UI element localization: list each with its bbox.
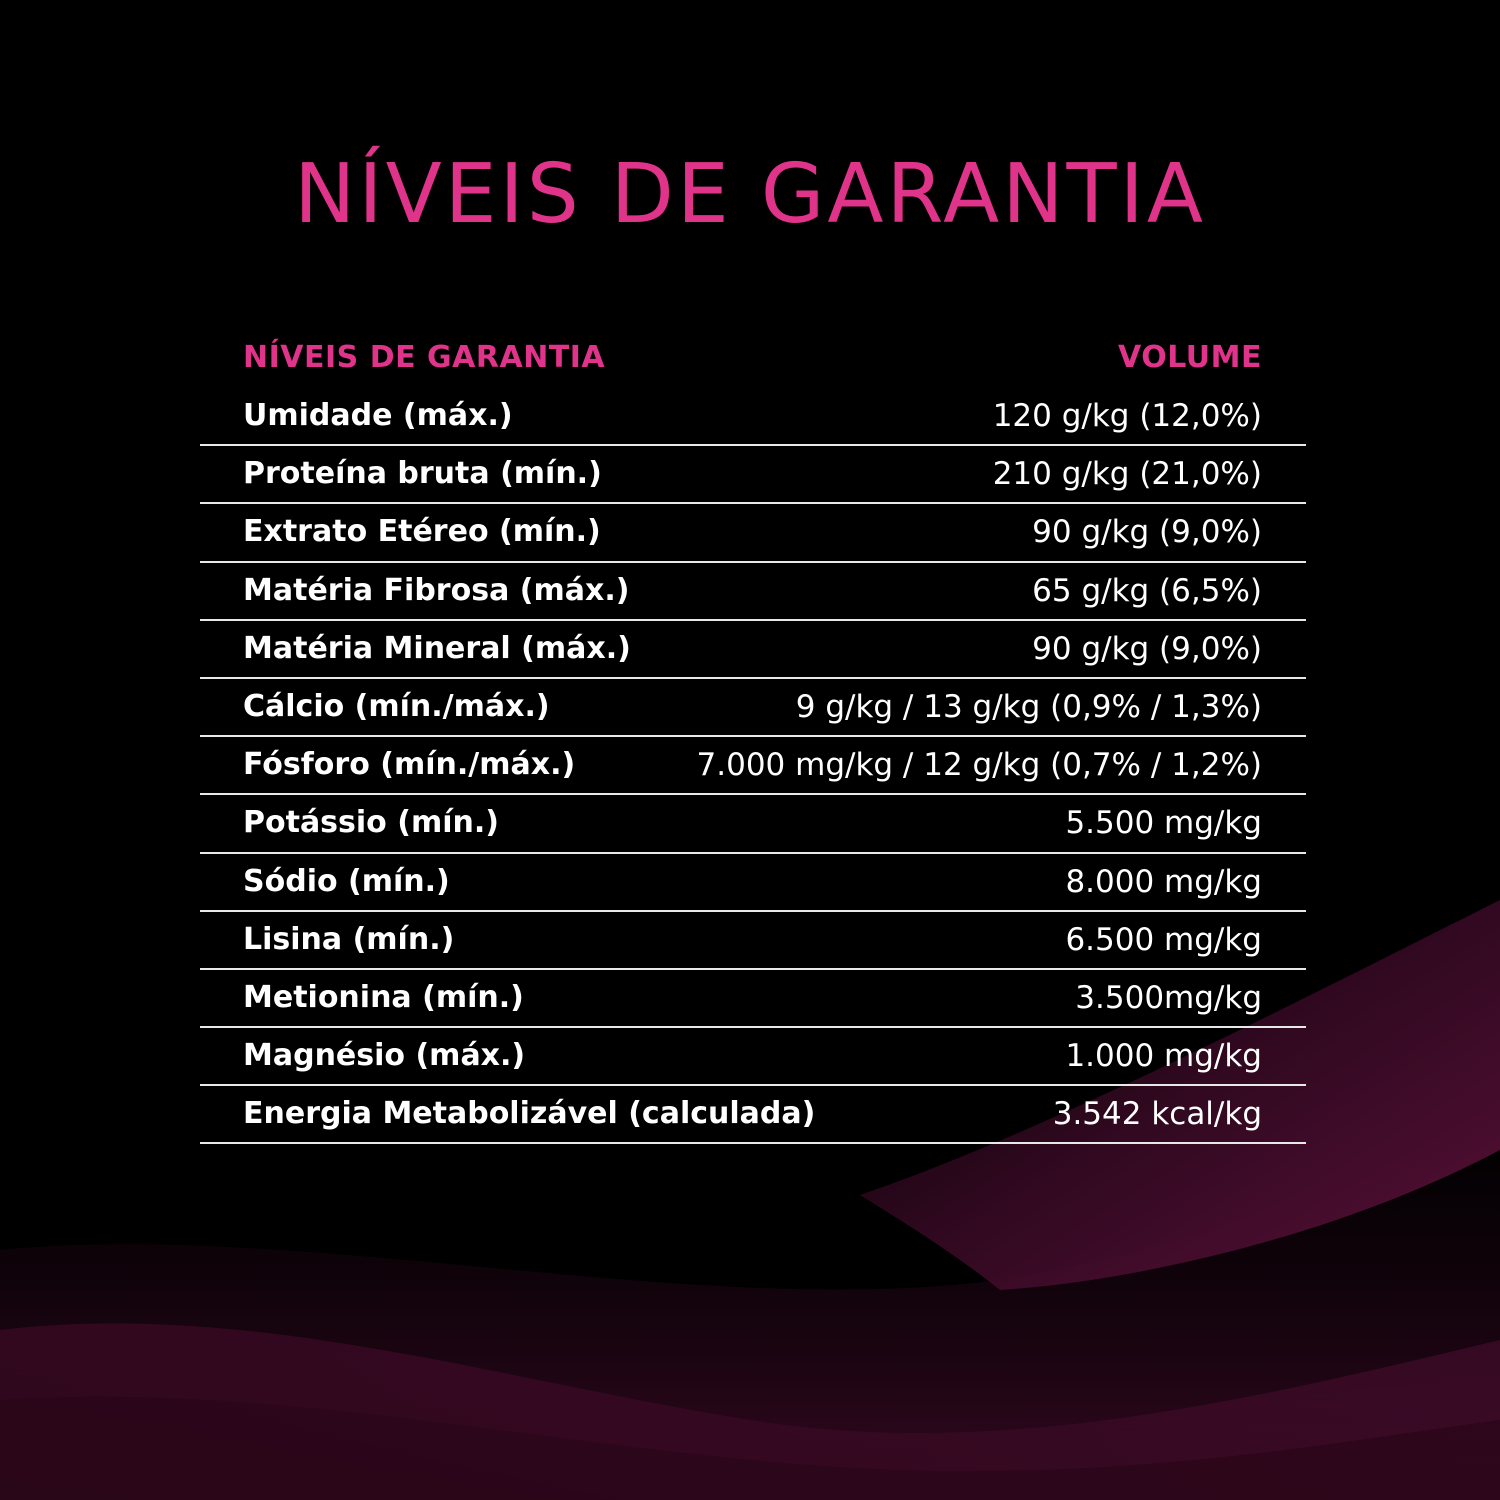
table-row	[200, 854, 1306, 912]
nutrient-value: 210 g/kg (21,0%)	[992, 456, 1262, 493]
table-row	[200, 621, 1306, 679]
nutrient-label: Matéria Mineral (máx.)	[243, 630, 631, 666]
table-row	[200, 1028, 1306, 1086]
nutrient-label: Lisina (mín.)	[243, 921, 455, 957]
nutrient-label: Matéria Fibrosa (máx.)	[243, 572, 630, 608]
nutrient-label: Extrato Etéreo (mín.)	[243, 514, 601, 550]
table-row	[200, 970, 1306, 1028]
table-row	[200, 1086, 1306, 1144]
nutrient-label: Umidade (máx.)	[243, 398, 513, 433]
table-header	[200, 330, 1306, 388]
nutrient-label: Cálcio (mín./máx.)	[243, 688, 550, 724]
table-row	[200, 446, 1306, 504]
nutrient-label: Metionina (mín.)	[243, 979, 524, 1015]
column-header-nutrient: NÍVEIS DE GARANTIA	[243, 340, 606, 375]
table-row	[200, 679, 1306, 737]
nutrient-label: Proteína bruta (mín.)	[243, 456, 602, 492]
nutrient-label: Magnésio (máx.)	[243, 1038, 526, 1074]
nutrient-value: 8.000 mg/kg	[1065, 863, 1262, 900]
nutrient-value: 65 g/kg (6,5%)	[1032, 572, 1262, 609]
nutrient-value: 1.000 mg/kg	[1065, 1038, 1262, 1075]
nutrient-label: Fósforo (mín./máx.)	[243, 747, 576, 783]
nutrient-value: 9 g/kg / 13 g/kg (0,9% / 1,3%)	[795, 688, 1262, 725]
nutrient-label: Energia Metabolizável (calculada)	[243, 1096, 816, 1132]
nutrient-value: 6.500 mg/kg	[1065, 921, 1262, 958]
nutrient-value: 120 g/kg (12,0%)	[992, 398, 1262, 434]
page-title: NÍVEIS DE GARANTIA	[294, 147, 1206, 242]
table-row	[200, 795, 1306, 853]
table-body	[200, 388, 1306, 1144]
guarantee-table	[200, 330, 1306, 1144]
column-header-volume: VOLUME	[1118, 340, 1262, 375]
table-row	[200, 737, 1306, 795]
nutrient-value: 90 g/kg (9,0%)	[1032, 630, 1262, 667]
nutrient-label: Potássio (mín.)	[243, 805, 499, 841]
nutrient-value: 7.000 mg/kg / 12 g/kg (0,7% / 1,2%)	[696, 747, 1262, 784]
nutrient-value: 3.542 kcal/kg	[1052, 1096, 1262, 1133]
nutrient-value: 5.500 mg/kg	[1065, 805, 1262, 842]
table-row	[200, 563, 1306, 621]
nutrient-value: 90 g/kg (9,0%)	[1032, 514, 1262, 551]
table-row	[200, 504, 1306, 562]
table-row	[200, 912, 1306, 970]
nutrient-label: Sódio (mín.)	[243, 863, 450, 899]
table-row	[200, 388, 1306, 446]
nutrient-value: 3.500mg/kg	[1075, 979, 1262, 1016]
